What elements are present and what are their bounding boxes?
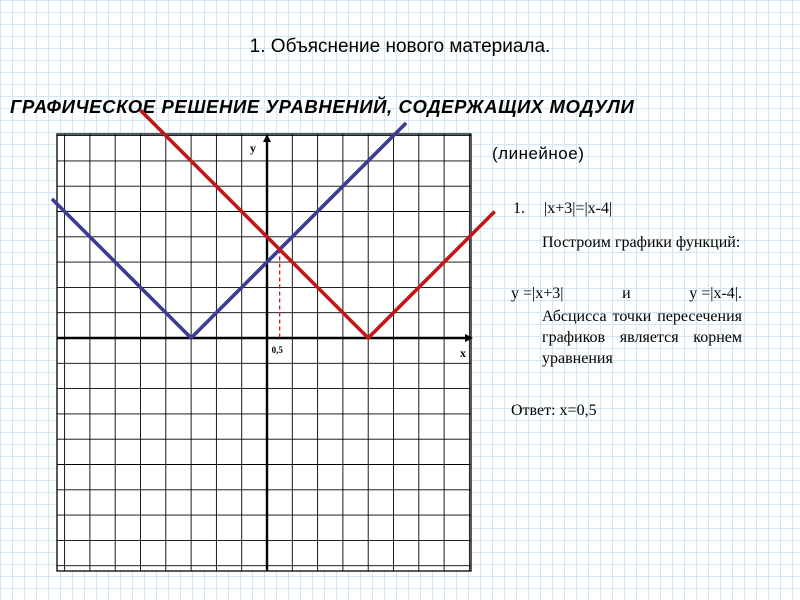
answer: Ответ: x=0,5: [511, 402, 597, 419]
y-axis-label: y: [250, 141, 256, 155]
example-equation: |x+3|=|x-4|: [544, 200, 613, 217]
intersection-label: 0,5: [271, 345, 283, 355]
function-y2: y =|x-4|.: [689, 285, 742, 302]
x-axis-label: x: [460, 346, 466, 360]
functions-line: [511, 285, 742, 303]
example-number: 1.: [513, 200, 525, 217]
conjunction-and: и: [622, 285, 631, 302]
grid-background: [57, 134, 471, 571]
step-build-graphs: Построим графики функций:: [542, 234, 741, 251]
graph-grid: [57, 134, 471, 571]
section-heading: 1. Объяснение нового материала.: [249, 36, 551, 57]
function-y1: y =|x+3|: [511, 285, 564, 302]
subtitle: (линейное): [492, 144, 585, 163]
explanation-text: Абсцисса точки пересечения графиков является корнем уравнения: [542, 308, 742, 367]
page-title: ГРАФИЧЕСКОЕ РЕШЕНИЕ УРАВНЕНИЙ, СОДЕРЖАЩИХ МОДУЛИ: [10, 96, 635, 117]
